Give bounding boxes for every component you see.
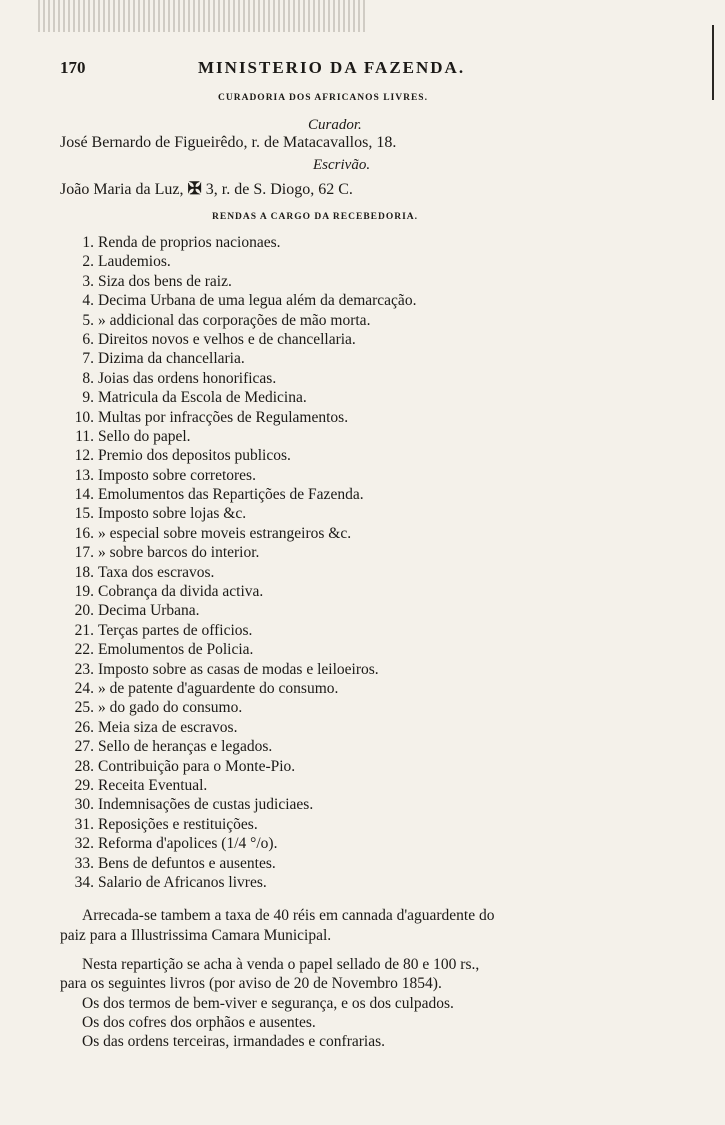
renda-item: [62, 311, 682, 330]
renda-item-text: Meia siza de escravos.: [98, 718, 238, 736]
renda-item: [62, 718, 682, 737]
renda-item-text: Siza dos bens de raiz.: [98, 272, 232, 290]
renda-item: [62, 524, 682, 543]
renda-item-number: 24.: [74, 679, 94, 697]
renda-item: [62, 563, 682, 582]
renda-item: [62, 601, 682, 620]
renda-item: [62, 834, 682, 853]
renda-item: [62, 776, 682, 795]
renda-item-number: 20.: [74, 602, 94, 620]
renda-item: [62, 233, 682, 252]
renda-item-text: Cobrança da divida activa.: [98, 583, 264, 601]
renda-item-text: Laudemios.: [98, 253, 171, 271]
renda-item-text: Contribuição para o Monte-Pio.: [98, 757, 296, 775]
renda-item-text: Sello do papel.: [98, 427, 191, 445]
renda-item: [62, 660, 682, 679]
renda-item-number: 15.: [74, 505, 94, 523]
paragraph-taxa-line1: Arrecada-se tambem a taxa de 40 réis em cannada d'aguardente do: [82, 907, 495, 924]
renda-item: [62, 330, 682, 349]
renda-item-number: 9.: [82, 389, 94, 407]
renda-item-text: Sello de heranças e legados.: [98, 738, 273, 756]
renda-item-text: Reforma d'apolices (1/4 °/o).: [98, 835, 278, 853]
renda-item: [62, 757, 682, 776]
renda-item-text: Imposto sobre lojas &c.: [98, 505, 247, 523]
renda-item-number: 25.: [74, 699, 94, 717]
renda-item-text: Bens de defuntos e ausentes.: [98, 854, 276, 872]
renda-item: [62, 582, 682, 601]
paragraph-sellado-line1: Nesta repartição se acha à venda o papel sellado de 80 e 100 rs.,: [82, 956, 480, 973]
renda-item: [62, 291, 682, 310]
renda-item: [62, 621, 682, 640]
renda-item-number: 17.: [74, 544, 94, 562]
renda-item: [62, 737, 682, 756]
escrivao-address: 3, r. de S. Diogo, 62 C.: [205, 181, 353, 198]
renda-item-number: 33.: [74, 854, 94, 872]
renda-item-text: Multas por infracções de Regulamentos.: [98, 408, 349, 426]
renda-item-number: 28.: [74, 757, 94, 775]
curador-line: José Bernardo de Figueirêdo, r. de Matacavallos, 18.: [60, 134, 397, 151]
renda-item-text: Imposto sobre as casas de modas e leiloeiros.: [98, 660, 379, 678]
running-title: MINISTERIO DA FAZENDA.: [198, 58, 466, 77]
renda-item: [62, 369, 682, 388]
renda-item-number: 2.: [82, 253, 94, 271]
renda-item-number: 16.: [74, 524, 94, 542]
renda-item-number: 22.: [74, 641, 94, 659]
renda-item: [62, 388, 682, 407]
paragraph-sellado-line5: Os das ordens terceiras, irmandades e confrarias.: [82, 1033, 385, 1050]
renda-item-text: » de patente d'aguardente do consumo.: [98, 679, 339, 697]
paragraph-sellado-line3: Os dos termos de bem-viver e segurança, e os dos culpados.: [82, 995, 454, 1012]
escrivao-label: Escrivão.: [313, 157, 371, 173]
rendas-list: [62, 233, 682, 892]
renda-item-text: Direitos novos e velhos e de chancellaria.: [98, 330, 356, 348]
renda-item: [62, 427, 682, 446]
renda-item-text: Decima Urbana de uma legua além da demarcação.: [98, 292, 417, 310]
renda-item-text: Renda de proprios nacionaes.: [98, 234, 281, 251]
renda-item-text: Emolumentos das Repartições de Fazenda.: [98, 486, 364, 504]
renda-item-number: 11.: [75, 427, 94, 445]
renda-item: [62, 795, 682, 814]
renda-item-number: 18.: [74, 563, 94, 581]
escrivao-line: [60, 179, 353, 199]
page-header: [60, 58, 500, 80]
renda-item-text: Premio dos depositos publicos.: [98, 447, 291, 465]
renda-item-number: 7.: [82, 350, 94, 368]
renda-item-number: 14.: [74, 486, 94, 504]
renda-item-text: Indemnisações de custas judiciaes.: [98, 796, 314, 814]
renda-item-number: 27.: [74, 738, 94, 756]
renda-item: [62, 485, 682, 504]
renda-item-text: Emolumentos de Policia.: [98, 641, 254, 659]
renda-item-text: Matricula da Escola de Medicina.: [98, 389, 307, 407]
renda-item: [62, 252, 682, 271]
paragraph-sellado-line2: para os seguintes livros (por aviso de 20 de Novembro 1854).: [60, 975, 442, 992]
renda-item: [62, 466, 682, 485]
renda-item-text: » addicional das corporações de mão morta.: [98, 311, 371, 329]
renda-item-text: » sobre barcos do interior.: [98, 544, 260, 562]
renda-item: [62, 854, 682, 873]
renda-item: [62, 504, 682, 523]
paragraph-sellado-line4: Os dos cofres dos orphãos e ausentes.: [82, 1014, 316, 1031]
renda-item-number: 19.: [74, 583, 94, 601]
renda-item-text: Terças partes de officios.: [98, 621, 253, 639]
renda-item: [62, 698, 682, 717]
renda-item-text: Joias das ordens honorificas.: [98, 369, 277, 387]
renda-item: [62, 873, 682, 892]
order-cross-icon: ✠: [187, 179, 202, 198]
renda-item-number: 23.: [74, 660, 94, 678]
renda-item-number: 12.: [74, 447, 94, 465]
renda-item-number: 6.: [82, 330, 94, 348]
renda-item-text: Taxa dos escravos.: [98, 563, 215, 581]
renda-item-number: 1.: [82, 234, 94, 251]
renda-item-text: Decima Urbana.: [98, 602, 200, 620]
renda-item: [62, 349, 682, 368]
scan-noise-top: [38, 0, 368, 32]
renda-item-number: 4.: [82, 292, 94, 310]
section-title-curadoria: CURADORIA DOS AFRICANOS LIVRES.: [218, 93, 428, 103]
renda-item-number: 34.: [74, 873, 94, 891]
paragraph-taxa-line2: paiz para a Illustrissima Camara Municipal.: [60, 927, 332, 944]
renda-item: [62, 408, 682, 427]
renda-item-number: 30.: [74, 796, 94, 814]
renda-item: [62, 543, 682, 562]
renda-item-number: 5.: [82, 311, 94, 329]
renda-item-text: Dizima da chancellaria.: [98, 350, 245, 368]
renda-item-text: » especial sobre moveis estrangeiros &c.: [98, 524, 352, 542]
section-title-rendas: RENDAS A CARGO DA RECEBEDORIA.: [212, 212, 419, 222]
renda-item: [62, 640, 682, 659]
renda-item-number: 26.: [74, 718, 94, 736]
renda-item-text: Imposto sobre corretores.: [98, 466, 256, 484]
renda-item-number: 13.: [74, 466, 94, 484]
renda-item-number: 10.: [74, 408, 94, 426]
renda-item-number: 21.: [74, 621, 94, 639]
renda-item-text: Reposições e restituições.: [98, 815, 258, 833]
renda-item-number: 32.: [74, 835, 94, 853]
curador-label: Curador.: [308, 117, 362, 133]
renda-item: [62, 679, 682, 698]
renda-item: [62, 272, 682, 291]
page-edge-mark: [712, 25, 714, 100]
renda-item-text: Salario de Africanos livres.: [98, 873, 267, 891]
renda-item-number: 31.: [74, 815, 94, 833]
renda-item-number: 3.: [82, 272, 94, 290]
renda-item-number: 29.: [74, 776, 94, 794]
page-number: 170: [60, 58, 86, 77]
renda-item: [62, 446, 682, 465]
renda-item-number: 8.: [82, 369, 94, 387]
renda-item-text: » do gado do consumo.: [98, 699, 243, 717]
renda-item: [62, 815, 682, 834]
renda-item-text: Receita Eventual.: [98, 776, 208, 794]
escrivao-name: João Maria da Luz,: [60, 181, 184, 198]
